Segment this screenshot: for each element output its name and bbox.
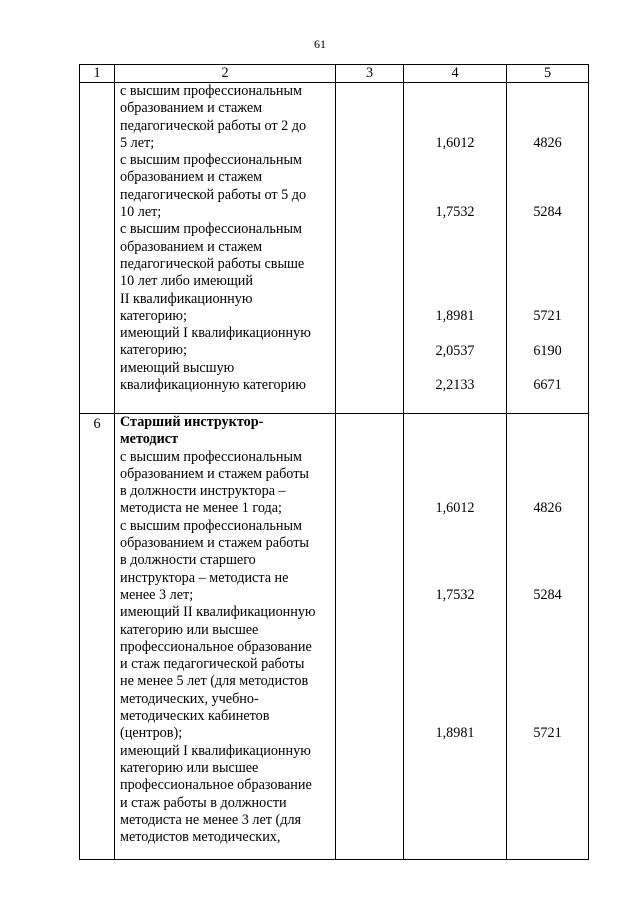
description-line: с высшим профессиональным: [120, 221, 302, 238]
coef-value: 1,8981: [435, 308, 475, 324]
salary-value: 5721: [533, 308, 562, 324]
description-line: имеющий высшую: [120, 359, 235, 376]
coef-value: 1,7532: [435, 204, 475, 220]
header-col-3: 3: [336, 65, 404, 83]
description-line: методистов методических,: [120, 829, 281, 846]
coef-value: 1,6012: [435, 500, 475, 516]
description-line: педагогической работы свыше: [120, 255, 305, 272]
table-header-row: [80, 65, 589, 83]
description-line: методических, учебно-: [120, 690, 259, 707]
description-line: образованием и стажем работы: [120, 535, 309, 552]
salary-cell: [507, 414, 589, 860]
salary-value: 6671: [533, 377, 562, 393]
description-line: 10 лет;: [120, 204, 162, 221]
header-col-1: 1: [80, 65, 115, 83]
salary-value: 5284: [533, 204, 562, 220]
description-line: профессиональное образование: [120, 777, 312, 794]
salary-value: 4826: [533, 135, 562, 151]
position-title: методист: [120, 431, 179, 448]
row-col-3: [336, 83, 404, 414]
description-line: II квалификационную: [120, 290, 253, 307]
table-row: [80, 414, 589, 860]
description-line: и стаж педагогической работы: [120, 656, 305, 673]
coef-value: 2,0537: [435, 343, 475, 359]
row-col-3: [336, 414, 404, 860]
salary-table: [79, 64, 589, 860]
row-number: 6: [80, 414, 115, 860]
description-line: методических кабинетов: [120, 708, 270, 725]
page-number: 61: [314, 37, 326, 51]
row-number: [80, 83, 115, 414]
description-line: инструктора – методиста не: [120, 569, 289, 586]
description-line: категорию или высшее: [120, 759, 259, 776]
description-line: образованием и стажем: [120, 169, 263, 186]
description-line: с высшим профессиональным: [120, 448, 302, 465]
salary-value: 5721: [533, 725, 562, 741]
salary-value: 4826: [533, 500, 562, 516]
description-line: образованием и стажем: [120, 238, 263, 255]
salary-value: 6190: [533, 343, 562, 359]
description-line: имеющий I квалификационную: [120, 742, 311, 759]
description-line: в должности инструктора –: [120, 483, 286, 500]
description-line: с высшим профессиональным: [120, 152, 302, 169]
description-line: менее 3 лет;: [120, 586, 194, 603]
description-line: имеющий I квалификационную: [120, 325, 311, 342]
description-line: с высшим профессиональным: [120, 517, 302, 534]
description-line: квалификационную категорию: [120, 377, 306, 394]
description-line: категорию;: [120, 342, 187, 359]
salary-cell: [507, 83, 589, 414]
description-line: 10 лет либо имеющий: [120, 273, 253, 290]
description-line: и стаж работы в должности: [120, 794, 287, 811]
description-line: с высшим профессиональным: [120, 83, 302, 99]
description-line: методиста не менее 3 лет (для: [120, 811, 302, 828]
table-row: [80, 83, 589, 414]
coef-value: 2,2133: [435, 377, 475, 393]
salary-value: 5284: [533, 587, 562, 603]
coef-cell: [404, 83, 507, 414]
description-line: педагогической работы от 5 до: [120, 186, 307, 203]
row-description: [115, 414, 336, 860]
coef-value: 1,8981: [435, 725, 475, 741]
description-line: 5 лет;: [120, 134, 155, 151]
coef-value: 1,6012: [435, 135, 475, 151]
header-col-2: 2: [115, 65, 336, 83]
coef-value: 1,7532: [435, 587, 475, 603]
row-description: [115, 83, 336, 414]
description-line: профессиональное образование: [120, 638, 312, 655]
position-title: Старший инструктор-: [120, 414, 264, 430]
header-col-4: 4: [404, 65, 507, 83]
description-line: педагогической работы от 2 до: [120, 117, 307, 134]
description-line: (центров);: [120, 725, 183, 742]
description-line: образованием и стажем работы: [120, 465, 309, 482]
coef-cell: [404, 414, 507, 860]
description-line: категорию или высшее: [120, 621, 259, 638]
description-line: не менее 5 лет (для методистов: [120, 673, 309, 690]
header-col-5: 5: [507, 65, 589, 83]
description-line: категорию;: [120, 307, 187, 324]
description-line: образованием и стажем: [120, 100, 263, 117]
description-line: методиста не менее 1 года;: [120, 500, 282, 517]
description-line: в должности старшего: [120, 552, 256, 569]
description-line: имеющий II квалификационную: [120, 604, 316, 621]
